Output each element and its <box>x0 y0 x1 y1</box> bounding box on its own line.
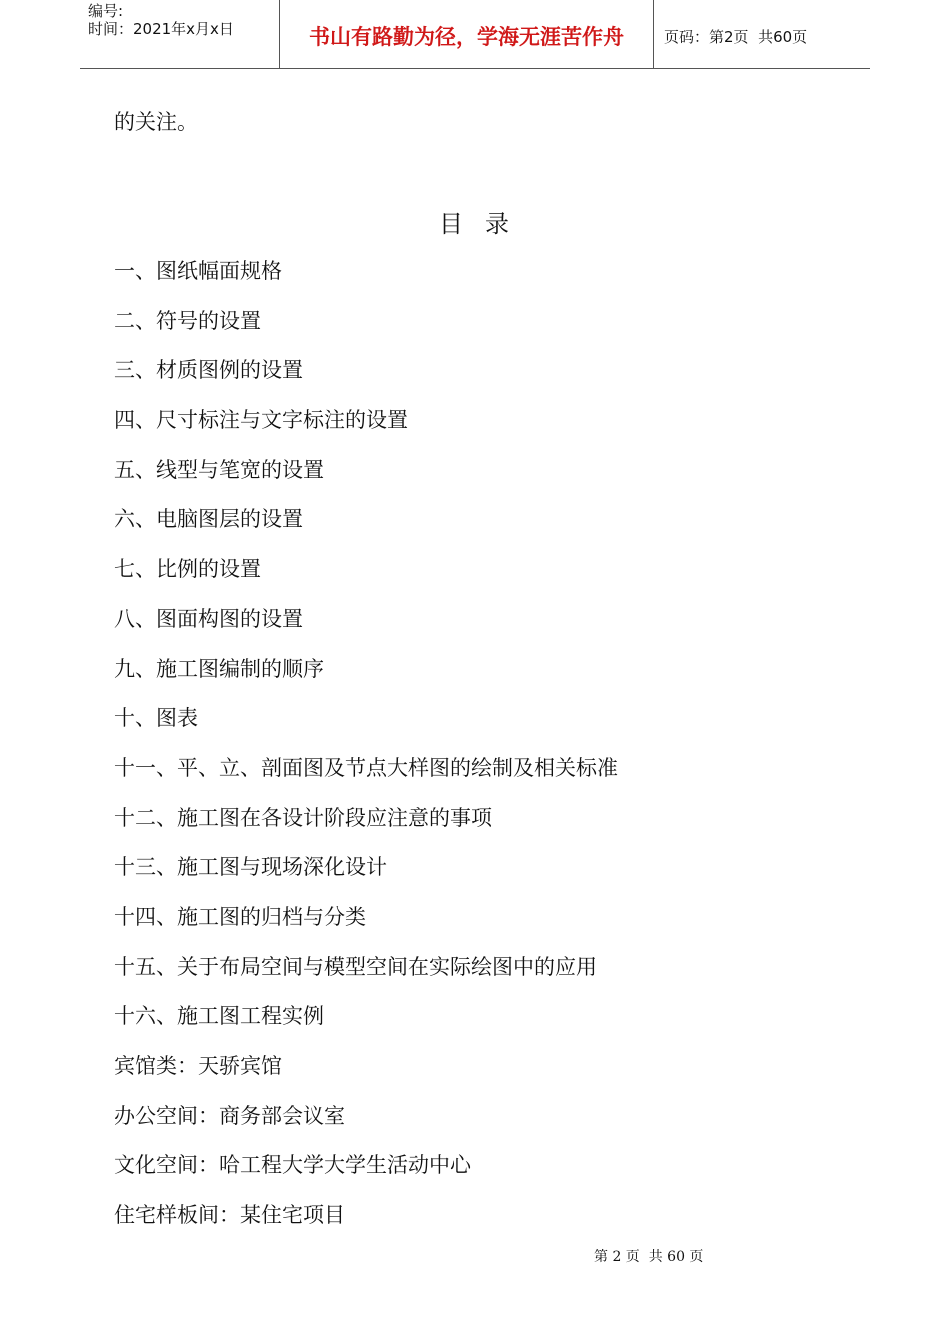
header-page-info: 页码：第2页 共60页 <box>664 27 808 46</box>
toc-title: 目录 <box>439 210 531 238</box>
toc-item: 十四、施工图的归档与分类 <box>114 904 366 929</box>
continuation-text: 的关注。 <box>114 110 198 134</box>
toc-item: 九、施工图编制的顺序 <box>114 656 324 681</box>
page-footer: 第 2 页 共 60 页 <box>594 1249 704 1265</box>
toc-list <box>114 256 618 1250</box>
toc-item: 三、材质图例的设置 <box>114 358 303 383</box>
header-motto: 书山有路勤为径，学海无涯苦作舟 <box>280 0 654 68</box>
document-number-label: 编号: <box>88 2 124 20</box>
page-header <box>80 0 870 69</box>
document-time-label: 时间：2021年x月x日 <box>88 20 234 38</box>
toc-item: 文化空间：哈工程大学大学生活动中心 <box>114 1153 471 1178</box>
toc-item: 十二、施工图在各设计阶段应注意的事项 <box>114 805 492 830</box>
toc-item: 十六、施工图工程实例 <box>114 1004 324 1029</box>
toc-item: 八、图面构图的设置 <box>114 606 303 631</box>
toc-item: 七、比例的设置 <box>114 557 261 582</box>
toc-item: 宾馆类：天骄宾馆 <box>114 1054 282 1078</box>
toc-item: 十、图表 <box>114 706 198 731</box>
toc-item: 四、尺寸标注与文字标注的设置 <box>114 408 408 433</box>
toc-item: 十三、施工图与现场深化设计 <box>114 855 387 880</box>
toc-item: 二、符号的设置 <box>114 308 261 333</box>
toc-item: 六、电脑图层的设置 <box>114 507 303 532</box>
toc-item: 五、线型与笔宽的设置 <box>114 457 324 482</box>
toc-item: 十一、平、立、剖面图及节点大样图的绘制及相关标准 <box>114 755 618 780</box>
toc-item: 住宅样板间：某住宅项目 <box>114 1203 345 1228</box>
toc-item: 一、图纸幅面规格 <box>114 259 282 283</box>
header-meta <box>80 0 280 68</box>
toc-item: 办公空间：商务部会议室 <box>114 1103 345 1128</box>
toc-item: 十五、关于布局空间与模型空间在实际绘图中的应用 <box>114 954 597 979</box>
